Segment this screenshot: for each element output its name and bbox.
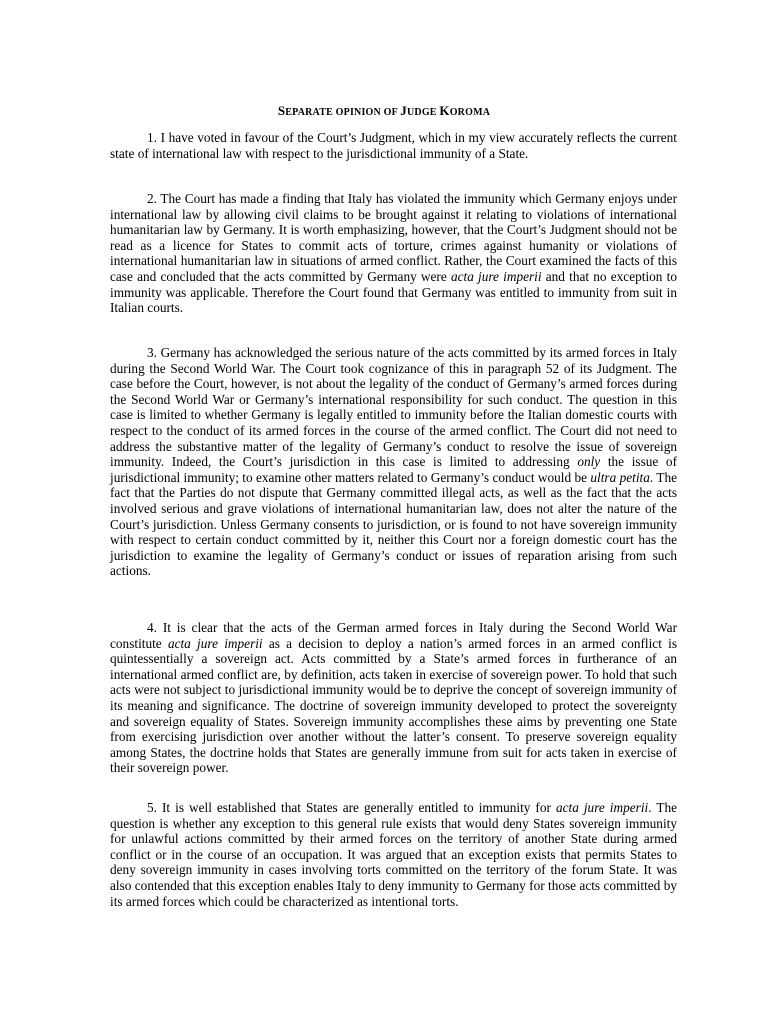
title-smallcaps-1: EPARATE OPINION OF [285, 107, 401, 118]
paragraph-1-text: 1. I have voted in favour of the Court’s Judgment, which in my view accurately reflects the current state of international law with respect to the jurisdictional immunity of a State. [110, 130, 677, 161]
paragraph-3-text-b: the issue of jurisdictional immunity; to examine other matters related to Germany’s conduct would be [110, 454, 677, 485]
paragraph-5 [110, 800, 677, 909]
paragraph-4-italic-term: acta jure imperii [167, 635, 263, 651]
paragraph-5-text-b: . The question is whether any exception to this general rule exists that would deny States sovereign immunity for unlawful actions committed by their armed forces on the territory of another State during armed conflict or in the course of an occupation. It was argued that an exception exists that permits States to deny sovereign immunity in cases involving torts committed on the territory of the forum State. It was also contended that this exception enables Italy to deny immunity to Germany for those acts committed by its armed forces which could be characterized as intentional torts. [110, 800, 677, 909]
paragraph-4-text-b: as a decision to deploy a nation’s armed forces in an armed conflict is quintessentially a sovereign act. Acts committed by a State’s armed forces in furtherance of an international armed conflict are, by definition, acts taken in exercise of sovereign power. To hold that such acts were not subject to jurisdictional immunity would be to deprive the concept of sovereign immunity of its meaning and significance. The doctrine of sovereign immunity developed to protect the sovereignty and sovereign equality of States. Sovereign immunity accomplishes these aims by preventing one State from exercising jurisdiction over another without the latter’s consent. To preserve sovereign equality among States, the doctrine holds that States are generally immune from suit for acts taken in exercise of their sovereign power. [110, 635, 677, 776]
title-cap-2: J [400, 103, 407, 118]
paragraph-2-italic-term: acta jure imperii [450, 268, 542, 284]
paragraph-2-text-b: and that no exception to immunity was applicable. Therefore the Court found that Germany was entitled to immunity from suit in Italian courts. [110, 268, 677, 316]
paragraph-5-text-a: 5. It is well established that States are generally entitled to immunity for [147, 800, 556, 815]
paragraph-4 [110, 620, 677, 776]
document-title [0, 103, 768, 119]
paragraph-3-text-a: 3. Germany has acknowledged the serious nature of the acts committed by its armed forces in Italy during the Second World War. The Court took cognizance of this in paragraph 52 of its Judgment. The case before the Court, however, is not about the legality of the conduct of Germany’s armed forces during the Second World War or Germany’s international responsibility for such conduct. The question in this case is limited to whether Germany is legally entitled to immunity before the Italian domestic courts with respect to the conduct of its armed forces in the course of the armed conflict. The Court did not need to address the substantive matter of the legality of Germany’s conduct to resolve the issue of sovereign immunity. Indeed, the Court’s jurisdiction in this case is limited to addressing [110, 345, 677, 470]
paragraph-2-text-a: 2. The Court has made a finding that Italy has violated the immunity which Germany enjoys under international law by allowing civil claims to be brought against it relating to violations of international humanitarian law by Germany. It is worth emphasizing, however, that the Court’s Judgment should not be read as a licence for States to commit acts of torture, crimes against humanity or violations of international humanitarian law in situations of armed conflict. Rather, the Court examined the facts of this case and concluded that the acts committed by Germany were [110, 191, 677, 284]
title-cap-3: K [439, 103, 450, 118]
paragraph-3-italic-only: only [577, 454, 601, 470]
title-smallcaps-2: UDGE [406, 107, 440, 118]
title-cap-1: S [277, 103, 286, 118]
paragraph-4-text-a: 4. It is clear that the acts of the German armed forces in Italy during the Second World War constitute [110, 620, 677, 651]
paragraph-5-italic-term: acta jure imperii [555, 800, 649, 815]
paragraph-3-text-c: . The fact that the Parties do not dispute that Germany committed illegal acts, as well as the fact that the acts involved serious and grave violations of international humanitarian law, does not alter the nature of the Court’s jurisdiction. Unless Germany consents to jurisdiction, or is found to not have sovereign immunity with respect to certain conduct committed by it, neither this Court nor a foreign domestic court has the jurisdiction to examine the legality of Germany’s conduct or issues of reparation arising from such actions. [110, 469, 677, 579]
paragraph-1 [110, 130, 677, 161]
paragraph-3 [110, 345, 677, 579]
paragraph-2 [110, 191, 677, 316]
title-smallcaps-3: OROMA [449, 107, 491, 118]
paragraph-3-italic-ultra-petita: ultra petita [590, 469, 650, 485]
